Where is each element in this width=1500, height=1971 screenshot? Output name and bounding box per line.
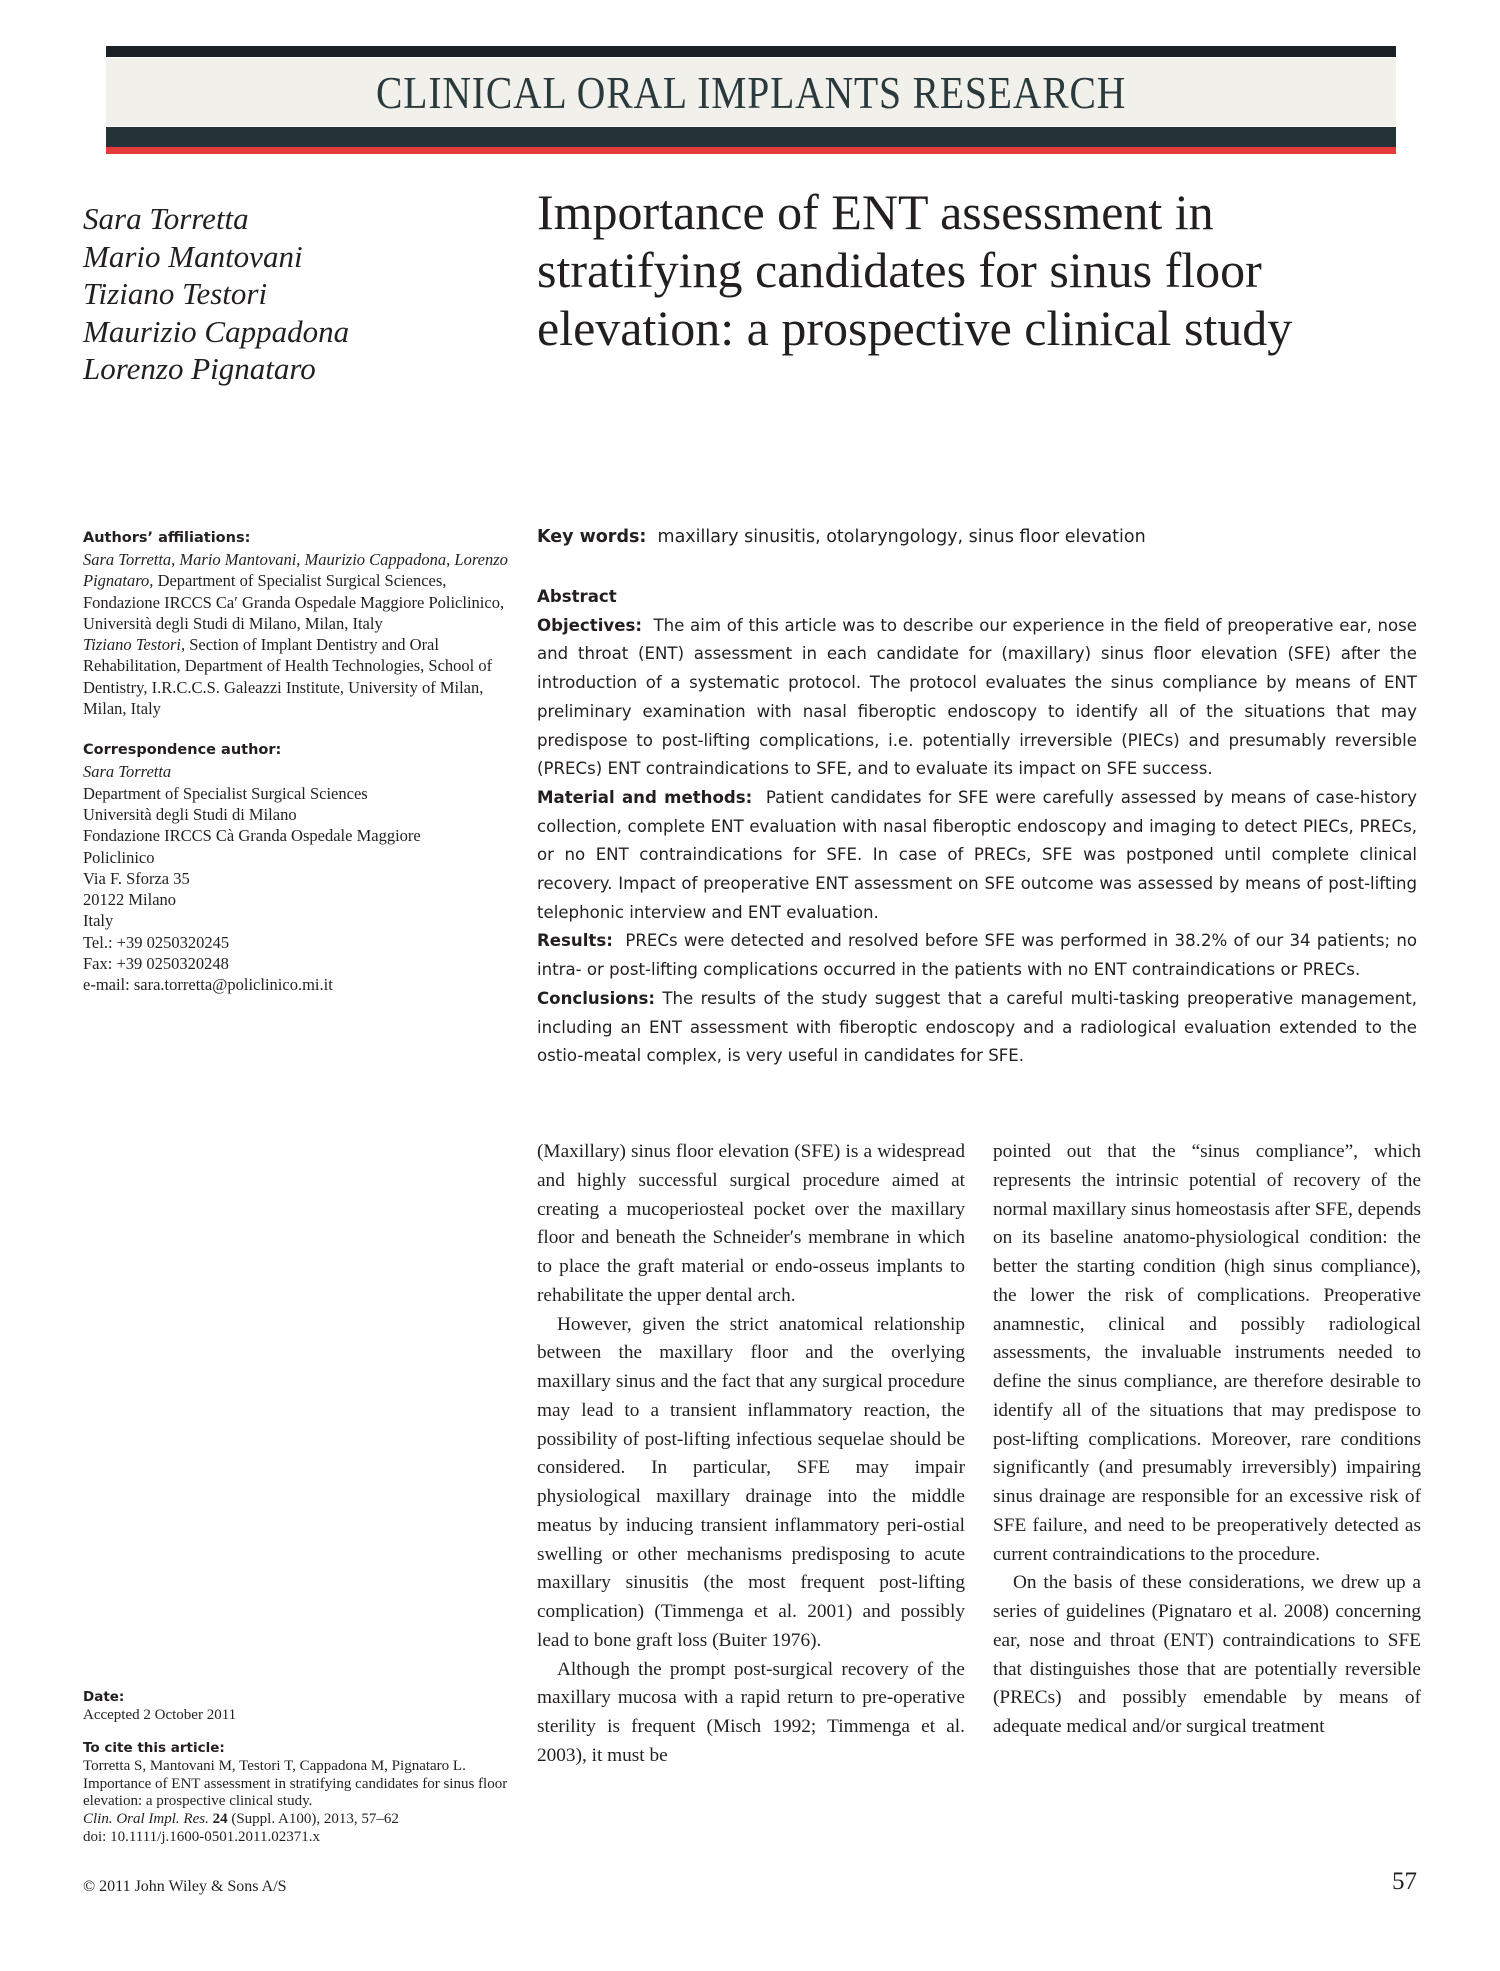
citation-details: (Suppl. A100), 2013, 57–62	[227, 1811, 399, 1828]
sidebar	[83, 528, 513, 996]
date-heading: Date:	[83, 1689, 125, 1705]
abstract-section-text: The results of the study suggest that a careful multi-tasking preoperative management, including an ENT assessment with fiberoptic endoscopy and a radiological evaluation extended to the ostio-meatal complex, is very useful in candidates for SFE.	[537, 988, 1417, 1066]
citation-journal: Clin. Oral Impl. Res.	[83, 1811, 209, 1828]
abstract-section-label: Conclusions:	[537, 988, 656, 1008]
abstract	[537, 583, 1417, 1071]
body-paragraph: However, given the strict anatomical relationship between the maxillary floor and the overlying maxillary sinus and the fact that any surgical procedure may lead to a transient inflammatory reaction, the possibility of post-lifting infectious sequelae should be considered. In particular, SFE may impair physiological maxillary drainage into the middle meatus by inducing transient inflammatory peri-ostial swelling or other mechanisms predisposing to acute maxillary sinusitis (the most frequent post-lifting complication) (Timmenga et al. 2001) and possibly lead to bone graft loss (Buiter 1976).	[537, 1313, 965, 1651]
affiliation-text: Department of Specialist Surgical Sciences, Fondazione IRCCS Ca′ Granda Ospedale Maggiore Policlinico, Università degli Studi di Milano, Milan, Italy	[83, 571, 505, 633]
affiliation-entry	[83, 634, 513, 719]
correspondence-name: Sara Torretta	[83, 762, 172, 782]
affiliation-names: Sara Torretta, Mario Mantovani, Maurizio Cappadona, Lorenzo Pignataro,	[83, 550, 508, 591]
correspondence-line: 20122 Milano	[83, 890, 177, 910]
header-accent-bar	[106, 147, 1396, 154]
keywords-label: Key words:	[537, 527, 647, 547]
affiliation-names: Tiziano Testori,	[83, 635, 186, 655]
citation-journal-line	[83, 1811, 523, 1829]
abstract-section-label: Results:	[537, 931, 613, 951]
journal-header	[106, 46, 1396, 154]
body-paragraph: pointed out that the “sinus compliance”, which represents the intrinsic potential of recovery of the normal maxillary sinus homeostasis after SFE, depends on its baseline anatomo-physiological condition: the better the starting condition (high sinus compliance), the lower the risk of complications. Preoperative anamnestic, clinical and possibly radiological assessments, the invaluable instruments needed to define the sinus compliance, are therefore desirable to identify all of the situations that may predispose to post-lifting complications. Moreover, rare conditions significantly (and presumably irreversibly) impairing sinus drainage are responsible for an excessive risk of SFE failure, and need to be preoperatively detected as current contraindications to the procedure.	[993, 1141, 1421, 1565]
abstract-heading: Abstract	[537, 587, 617, 606]
author-name: Maurizio Cappadona	[83, 313, 350, 349]
citation-doi[interactable]: doi: 10.1111/j.1600-0501.2011.02371.x	[83, 1828, 320, 1845]
abstract-section-text: The aim of this article was to describe our experience in the field of preoperative ear, nose and throat (ENT) assessment in each candidate for (maxillary) sinus floor elevation (SFE) after the introduction of a systematic protocol. The protocol evaluates the sinus compliance by means of ENT preliminary examination with nasal fiberoptic endoscopy to identify all of the situations that may predispose to post-lifting complications, i.e. potentially irreversible (PIECs) and presumably reversible (PRECs) ENT contraindications to SFE, and to evaluate its impact on SFE success.	[537, 615, 1417, 779]
date-value: Accepted 2 October 2011	[83, 1707, 237, 1723]
abstract-methods	[537, 784, 1417, 928]
abstract-section-label: Objectives:	[537, 615, 642, 635]
abstract-conclusions	[537, 985, 1417, 1071]
abstract-objectives	[537, 612, 1417, 784]
abstract-section-text: Patient candidates for SFE were carefully assessed by means of case-history collection, complete ENT evaluation with nasal fiberoptic endoscopy and imaging to detect PIECs, PRECs, or no ENT contraindications for SFE. In case of PRECs, SFE was postponed until complete clinical recovery. Impact of preoperative ENT assessment on SFE outcome was assessed by means of post-lifting telephonic interview and ENT evaluation.	[537, 787, 1417, 922]
author-list	[83, 200, 349, 388]
body-paragraph: On the basis of these considerations, we drew up a series of guidelines (Pignataro et al. 2008) concerning ear, nose and throat (ENT) contraindications to SFE that distinguishes those that are potentially reversible (PRECs) and possibly emendable by means of adequate medical and/or surgical treatment	[993, 1572, 1421, 1737]
body-column-2	[993, 1138, 1421, 1742]
article-meta	[83, 1688, 523, 1847]
page-number: 57	[1392, 1868, 1417, 1895]
correspondence-line: Fondazione IRCCS Cà Granda Ospedale Maggiore	[83, 826, 421, 846]
article-title: Importance of ENT assessment in stratifying candidates for sinus floor elevation: a prospective clinical study	[537, 184, 1293, 356]
author-name: Tiziano Testori	[83, 276, 268, 311]
abstract-section-text: PRECs were detected and resolved before SFE was performed in 38.2% of our 34 patients; no intra- or post-lifting complications occurred in the patients with no ENT contraindications or PRECs.	[537, 931, 1417, 980]
correspondence-heading: Correspondence author:	[83, 742, 282, 759]
body-paragraph: Although the prompt post-surgical recovery of the maxillary mucosa with a rapid return to pre-operative sterility is frequent (Misch 1992; Timmenga et al. 2003), it must be	[537, 1658, 965, 1766]
body-paragraph: (Maxillary) sinus floor elevation (SFE) is a widespread and highly successful surgical procedure aimed at creating a mucoperiosteal pocket over the maxillary floor and beneath the Schneider′s membrane in which to place the graft material or endo-osseus implants to rehabilitate the upper dental arch.	[537, 1141, 965, 1306]
correspondence-line: Department of Specialist Surgical Sciences	[83, 783, 368, 803]
correspondence-line: Policlinico	[83, 847, 155, 867]
header-band	[106, 57, 1396, 127]
keywords-value: maxillary sinusitis, otolaryngology, sinus floor elevation	[657, 527, 1146, 547]
correspondence-phone: Tel.: +39 0250320245	[83, 932, 230, 952]
journal-name: CLINICAL ORAL IMPLANTS RESEARCH	[375, 66, 1127, 118]
author-name: Lorenzo Pignataro	[83, 351, 316, 386]
correspondence-fax: Fax: +39 0250320248	[83, 954, 229, 974]
header-dark-bar	[106, 127, 1396, 147]
citation-text: Torretta S, Mantovani M, Testori T, Cappadona M, Pignataro L. Importance of ENT assessment in stratifying candidates for sinus floor elevation: a prospective clinical study.	[83, 1757, 508, 1810]
author-name: Mario Mantovani	[83, 238, 303, 274]
abstract-section-label: Material and methods:	[537, 787, 753, 807]
body-column-1	[537, 1138, 965, 1771]
citation-heading: To cite this article:	[83, 1739, 225, 1756]
header-top-bar	[106, 46, 1396, 57]
correspondence-email[interactable]: e-mail: sara.torretta@policlinico.mi.it	[83, 975, 333, 995]
correspondence-line: Italy	[83, 911, 114, 931]
keywords	[537, 525, 1146, 549]
affiliation-entry	[83, 549, 513, 634]
correspondence-line: Via F. Sforza 35	[83, 868, 190, 888]
correspondence-line: Università degli Studi di Milano	[83, 804, 297, 824]
affiliation-text: Section of Implant Dentistry and Oral Rehabilitation, Department of Health Technologies, School of Dentistry, I.R.C.C.S. Galeazzi Institute, University of Milan, Milan, Italy	[83, 635, 493, 719]
abstract-results	[537, 927, 1417, 984]
author-name: Sara Torretta	[83, 201, 249, 236]
affiliations-heading: Authors’ affiliations:	[83, 530, 251, 546]
copyright: © 2011 John Wiley & Sons A/S	[83, 1878, 287, 1895]
citation-volume: 24	[212, 1811, 228, 1828]
